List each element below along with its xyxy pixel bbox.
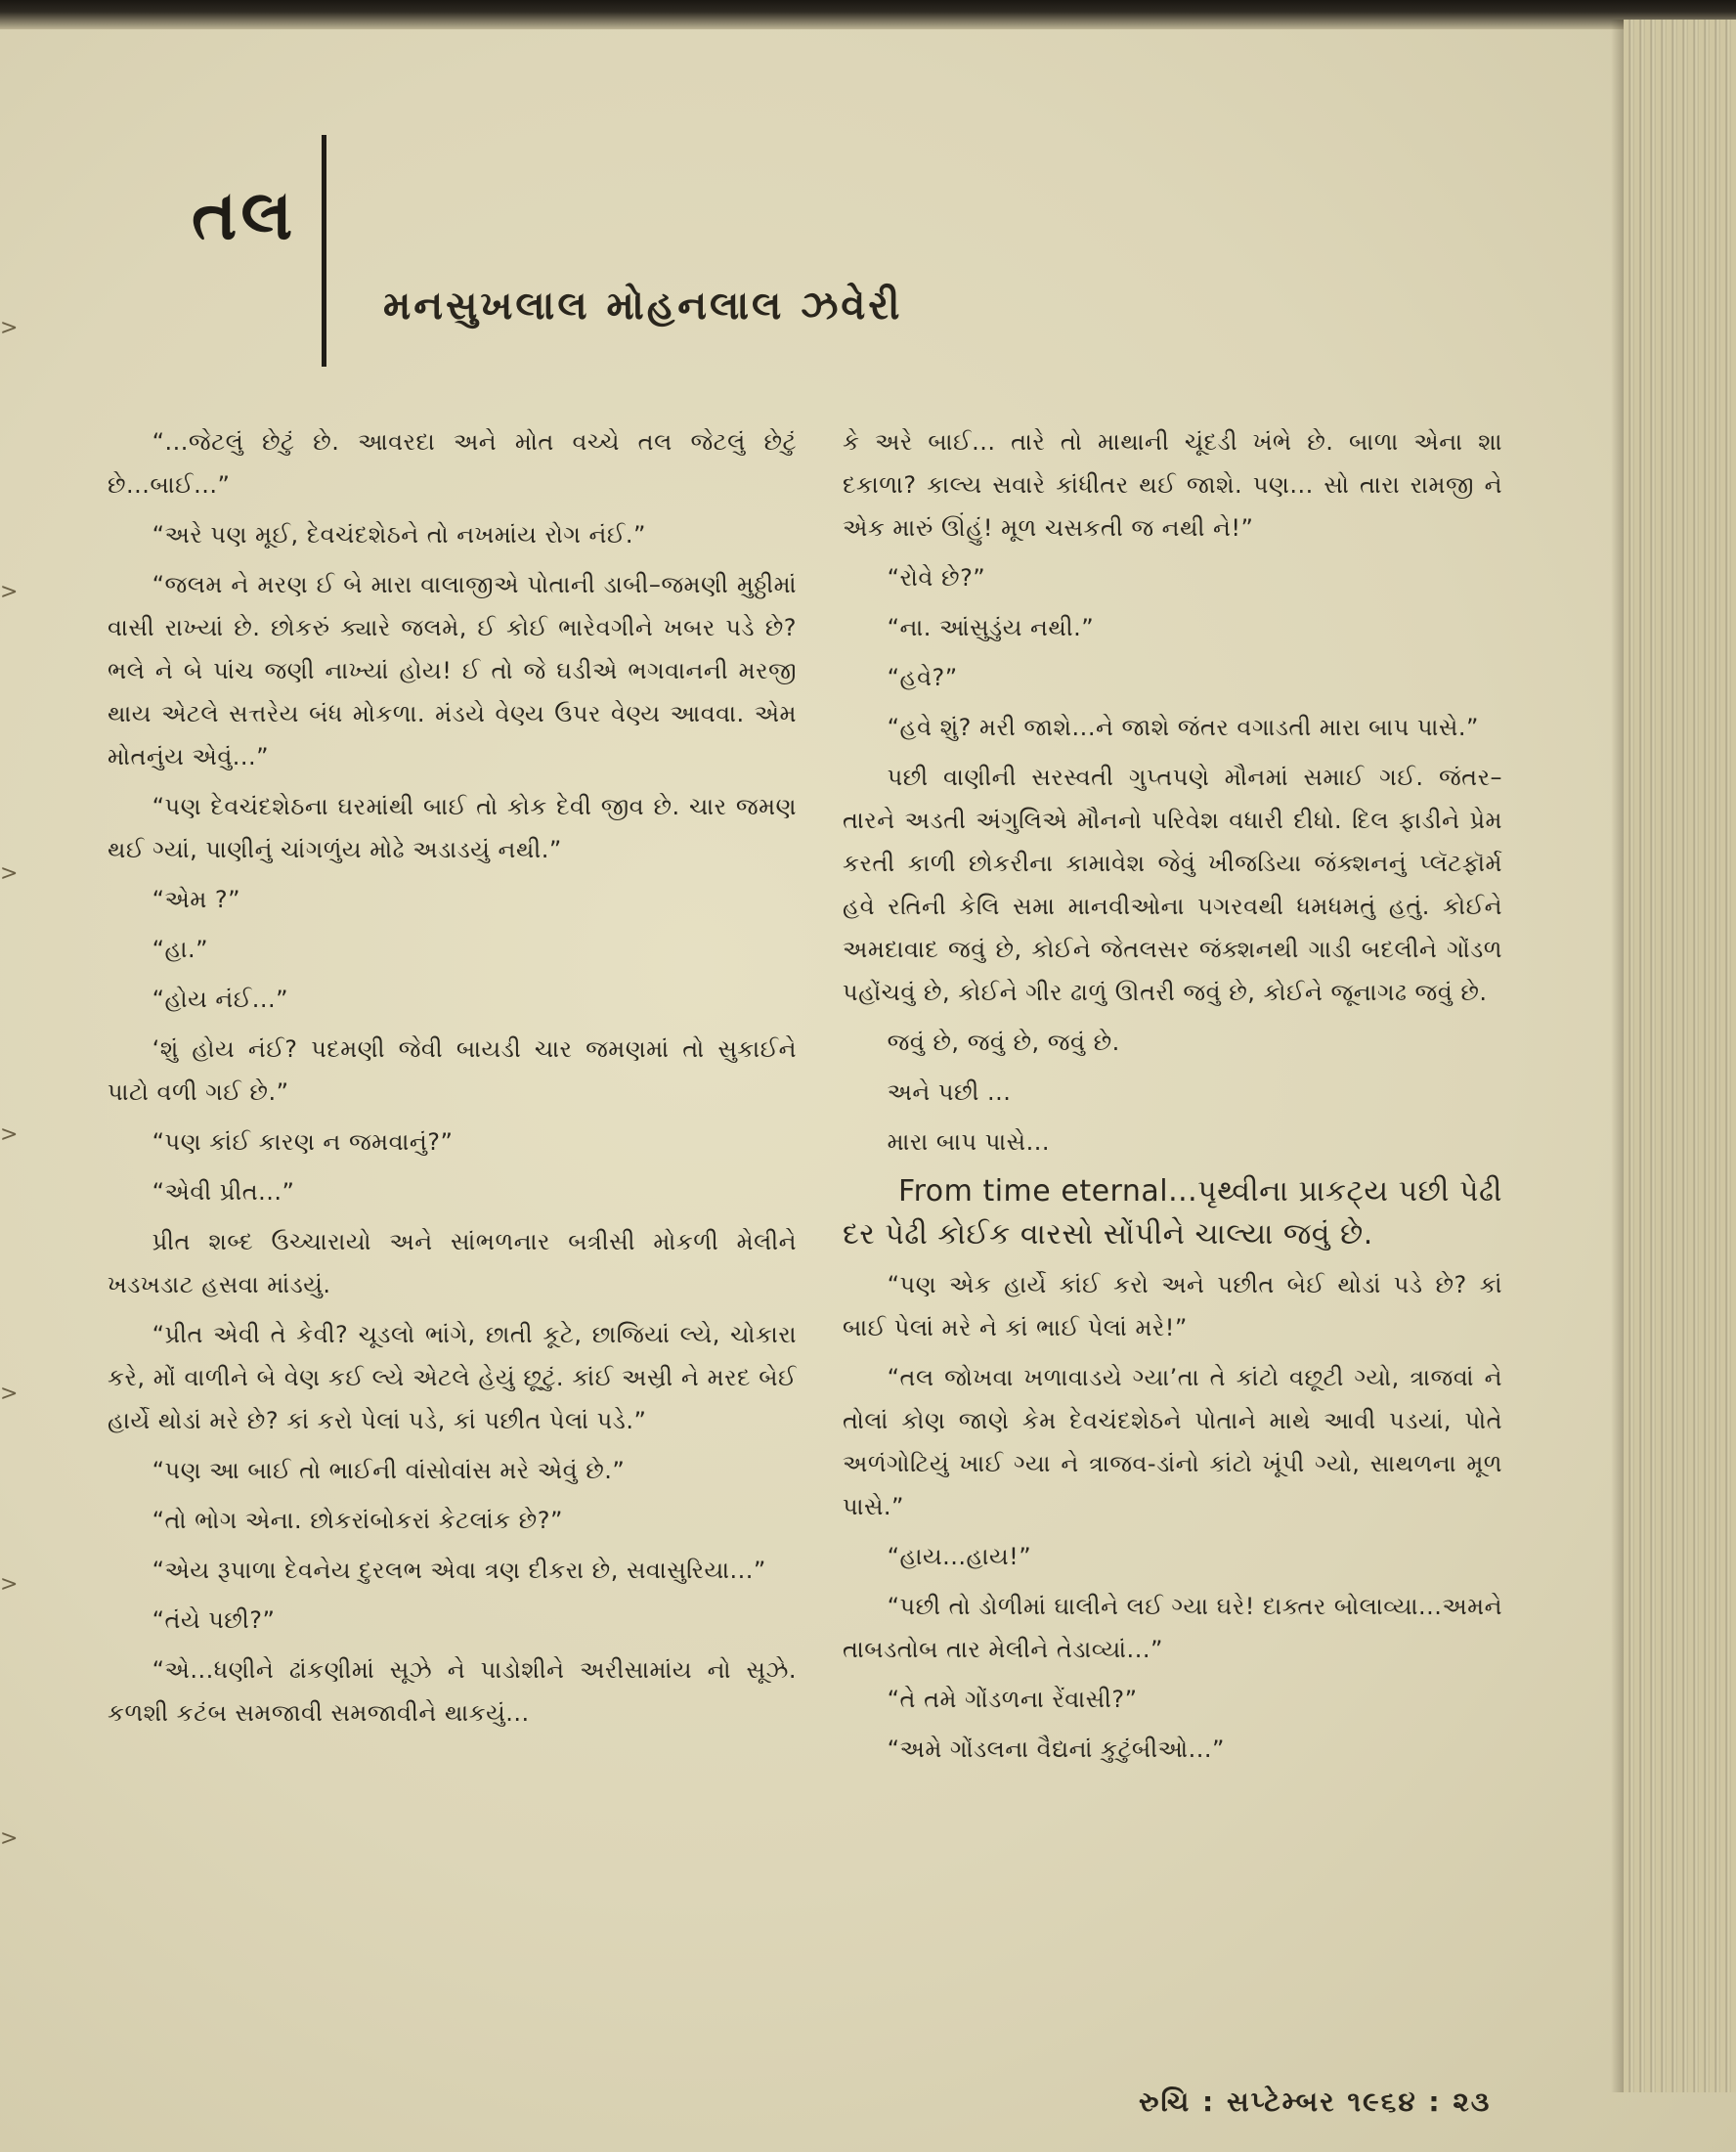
paragraph: “હવે શું? મરી જાશે...ને જાશે જંતર વગાડતી મારા બાપ પાસે.”: [887, 714, 1479, 741]
paragraph: “હોય નંઈ...”: [152, 986, 289, 1013]
paragraph: “પણ દેવચંદશેઠના ઘરમાંથી બાઈ તો કોક દેવી જીવ છે. ચાર જમણ થઈ ગ્યાં, પાણીનું ચાંગળુંય મોઢે અડાડયું નથી.”: [108, 793, 797, 863]
paragraph: “એવી પ્રીત...”: [152, 1178, 295, 1206]
binding-hole: >: [0, 861, 19, 886]
page-stack-edges: [1624, 20, 1736, 2092]
paragraph: “એ...ધણીને ઢાંકણીમાં સૂઝે ને પાડોશીને અરીસામાંય નો સૂઝે. કળશી કટંબ સમજાવી સમજાવીને થાકયું...: [108, 1656, 797, 1727]
paragraph: અને પછી ...: [887, 1078, 1012, 1106]
text-column-right: [843, 420, 1502, 1778]
paragraph: “તંયે પછી?”: [152, 1606, 276, 1634]
paragraph: “હવે?”: [887, 664, 958, 691]
paragraph: “પણ આ બાઈ તો ભાઈની વાંસોવાંસ મરે એવું છે.”: [152, 1457, 626, 1484]
binding-hole: >: [0, 1382, 19, 1406]
paragraph: “હાય...હાય!”: [887, 1543, 1032, 1570]
title-divider: [322, 135, 326, 367]
paragraph: “પણ એક હાર્યે કાંઈ કરો અને પછીત બેઈ થોડાં પડે છે? કાં બાઈ પેલાં મરે ને કાં ભાઈ પેલાં મરે!”: [843, 1271, 1502, 1341]
paragraph: From time eternal...પૃથ્વીના પ્રાકટ્ય પછી પેઢી દર પેઢી કોઈક વારસો સોંપીને ચાલ્યા જવું છે.: [843, 1174, 1502, 1252]
paragraph: “જલમ ને મરણ ઈ બે મારા વાલાજીએ પોતાની ડાબી–જમણી મુઠ્ઠીમાં વાસી રાખ્યાં છે. છોકરું ક્યારે જલમે, ઈ કોઈ ભારેવગીને ખબર પડે છે? ભલે ને બે પાંચ જણી નાખ્યાં હોય! ઈ તો જે ઘડીએ ભગવાનની મરજી થાય એટલે સત્તરેય બંધ મોકળા. મંડયે વેણ્ય ઉપર વેણ્ય આવવા. એમ મોતનુંય એવું...”: [108, 571, 797, 770]
paragraph: “...જેટલું છેટું છે. આવરદા અને મોત વચ્ચે તલ જેટલું છેટું છે...બાઈ...”: [108, 428, 797, 499]
paragraph: “પછી તો ડોળીમાં ઘાલીને લઈ ગ્યા ઘરે! દાક્તર બોલાવ્યા...અમને તાબડતોબ તાર મેલીને તેડાવ્યાં...”: [843, 1593, 1502, 1663]
paragraph: “અમે ગોંડલના વૈદ્યનાં કુટુંબીઓ...”: [887, 1735, 1225, 1763]
binding-hole: >: [0, 1826, 19, 1851]
binding-hole: >: [0, 1122, 19, 1147]
paragraph: પછી વાણીની સરસ્વતી ગુપ્તપણે મૌનમાં સમાઈ ગઈ. જંતર–તારને અડતી અંગુલિએ મૌનનો પરિવેશ વધારી દીધો. દિલ ફાડીને પ્રેમ કરતી કાળી છોકરીના કામાવેશ જેવું ખીજડિયા જંક્શનનું પ્લૅટફૉર્મ હવે રતિની કેલિ સમા માનવીઓના પગરવથી ધમધમતું હતું. કોઈને અમદાવાદ જવું છે, કોઈને જેતલસર જંક્શનથી ગાડી બદલીને ગોંડળ પહોંચવું છે, કોઈને ગીર ઢાળું ઊતરી જવું છે, કોઈને જૂનાગઢ જવું છે.: [843, 764, 1502, 1006]
author-name: મનસુખલાલ મોહનલાલ ઝવેરી: [383, 284, 903, 329]
paragraph: પ્રીત શબ્દ ઉચ્ચારાયો અને સાંભળનાર બત્રીસી મોકળી મેલીને ખડખડાટ હસવા માંડયું.: [108, 1228, 797, 1298]
binding-hole: >: [0, 580, 19, 604]
paragraph: “તે તમે ગોંડળના રેંવાસી?”: [887, 1686, 1138, 1713]
paragraph: “પણ કાંઈ કારણ ન જમવાનું?”: [152, 1128, 454, 1156]
paragraph: ‘શું હોય નંઈ? પદમણી જેવી બાયડી ચાર જમણમાં તો સુકાઈને પાટો વળી ગઈ છે.”: [108, 1035, 797, 1106]
paragraph: “ના. આંસુડુંય નથી.”: [887, 614, 1095, 641]
paragraph: “એમ ?”: [152, 886, 241, 913]
paragraph: “રોવે છે?”: [887, 564, 986, 592]
paragraph: “તો ભોગ એના. છોકરાંબોકરાં કેટલાંક છે?”: [152, 1507, 563, 1534]
story-title: તલ: [192, 174, 297, 255]
page-footer: રુચિ : સપ્ટેમ્બર ૧૯૬૪ : ૨૩: [1139, 2086, 1492, 2118]
binding-hole: >: [0, 1572, 19, 1597]
paragraph: “અરે પણ મૂઈ, દેવચંદશેઠને તો નખમાંય રોગ નંઈ.”: [152, 521, 646, 549]
paragraph: કે અરે બાઈ... તારે તો માથાની ચૂંદડી ખંભે છે. બાળા એના શા દકાળા? કાલ્ય સવારે કાંધીતર થઈ જાશે. પણ... સો તારા રામજી ને એક મારું ઊંહું! મૂળ ચસકતી જ નથી ને!”: [843, 428, 1502, 542]
paragraph: “તલ જોખવા ખળાવાડયે ગ્યા’તા તે કાંટો વછૂટી ગ્યો, ત્રાજવાં ને તોલાં કોણ જાણે કેમ દેવચંદશેઠને પોતાને માથે આવી પડયાં, પોતે અળંગોટિયું ખાઈ ગ્યા ને ત્રાજવ-ડાંનો કાંટો ખૂંપી ગ્યો, સાથળના મૂળ પાસે.”: [843, 1364, 1502, 1520]
paragraph: મારા બાપ પાસે...: [887, 1128, 1050, 1156]
text-column-left: [108, 420, 797, 1741]
paragraph: “પ્રીત એવી તે કેવી? ચૂડલો ભાંગે, છાતી કૂટે, છાજિયાં લ્યે, ચોકારા કરે, મોં વાળીને બે વેણ કઈ લ્યે એટલે હેયું છૂટું. કાંઈ અસ્રી ને મરદ બેઈ હાર્યે થોડાં મરે છે? કાં કરો પેલાં પડે, કાં પછીત પેલાં પડે.”: [108, 1321, 797, 1434]
paragraph: જવું છે, જવું છે, જવું છે.: [887, 1029, 1120, 1056]
page-top-edge: [0, 0, 1736, 29]
paragraph: “એય રૂપાળા દેવનેય દુરલભ એવા ત્રણ દીકરા છે, સવાસુરિયા...”: [152, 1557, 766, 1584]
binding-hole: >: [0, 316, 19, 340]
paragraph: “હા.”: [152, 936, 209, 963]
